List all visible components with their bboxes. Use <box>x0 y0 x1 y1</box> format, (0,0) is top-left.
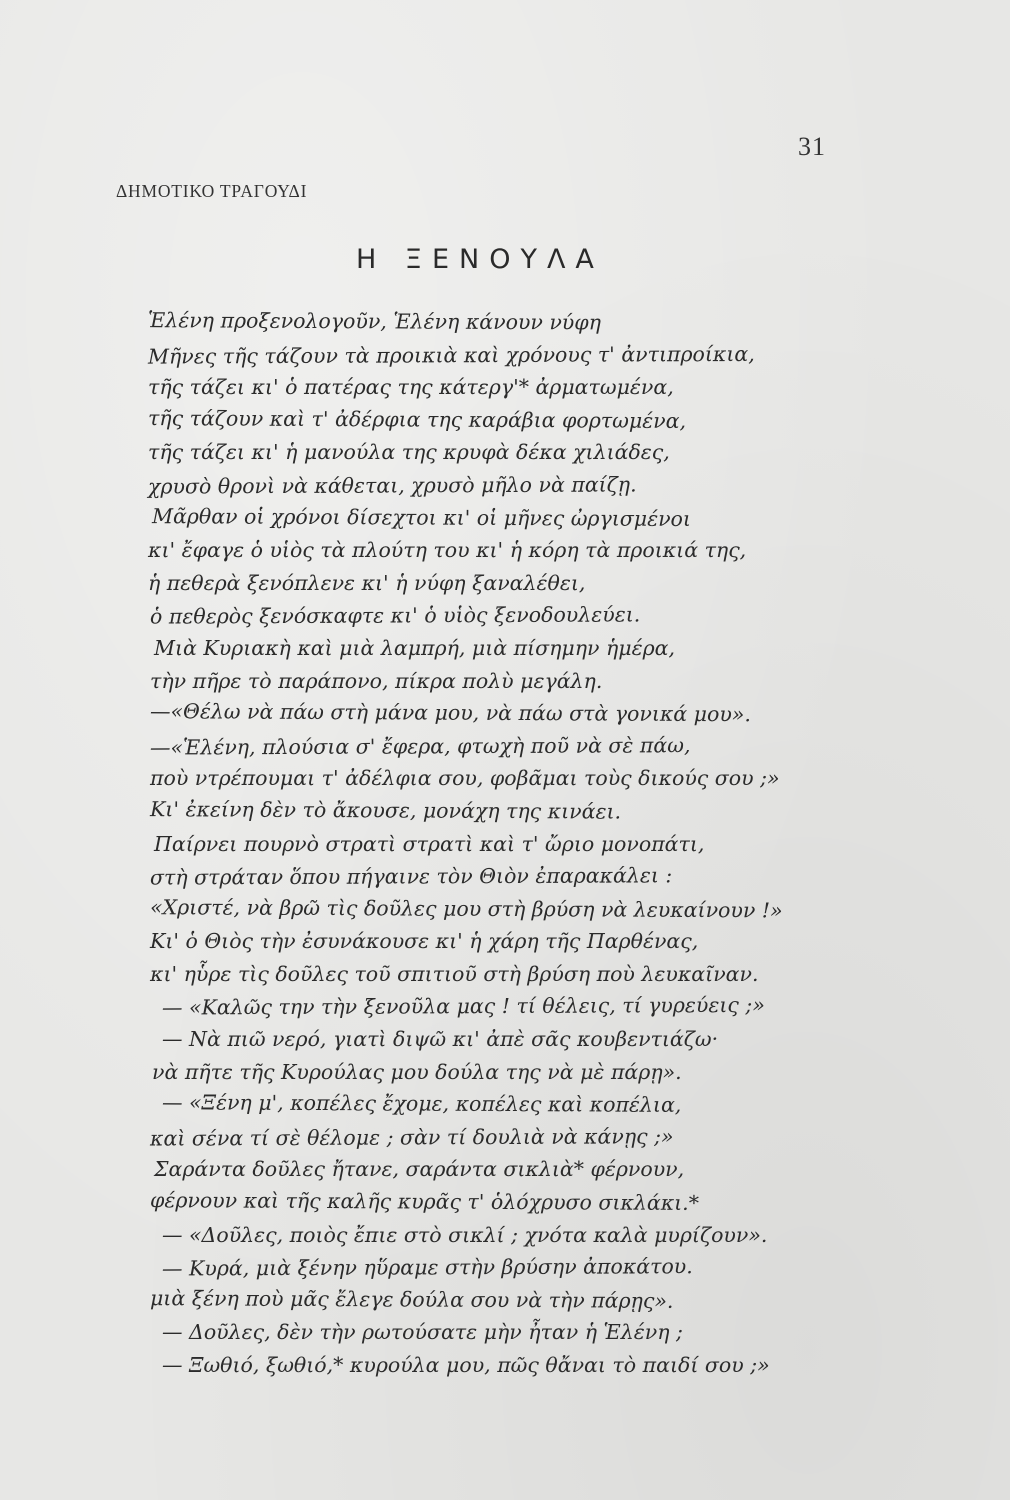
poem-line: Κι' ὁ Θιὸς τὴν ἐσυνάκουσε κι' ἡ χάρη τῆς Παρθένας, <box>150 929 699 954</box>
poem-line: τὴν πῆρε τὸ παράπονο, πίκρα πολὺ μεγάλη. <box>150 668 603 693</box>
poem-title: Η ΞΕΝΟΥΛΑ <box>356 244 604 275</box>
poem-line: στὴ στράταν ὅπου πήγαινε τὸν Θιὸν ἐπαρακάλει : <box>149 863 673 890</box>
poem-line: Μᾶρθαν οἱ χρόνοι δίσεχτοι κι' οἱ μῆνες ὠργισμένοι <box>151 503 692 531</box>
poem-line: τῆς τάζουν καὶ τ' ἀδέρφια της καράβια φορτωμένα, <box>147 405 687 433</box>
poem-text <box>148 306 868 1382</box>
poem-line: — «Ξένη μ', κοπέλες ἔχομε, κοπέλες καὶ κοπέλια, <box>161 1090 682 1118</box>
poem-line: καὶ σένα τί σὲ θέλομε ; σὰν τί δουλιὰ νὰ κάνῃς ;» <box>149 1124 674 1151</box>
poem-line: «Χριστέ, νὰ βρῶ τὶς δοῦλες μου στὴ βρύση νὰ λευκαίνουν !» <box>149 894 783 923</box>
page-number: 31 <box>798 132 826 161</box>
poem-line: — «Δοῦλες, ποιὸς ἔπιε στὸ σικλί ; χνότα καλὰ μυρίζουν». <box>162 1222 768 1247</box>
poem-line: ποὺ ντρέπουμαι τ' ἀδέλφια σου, φοβᾶμαι τοὺς δικούς σου ;» <box>150 766 780 791</box>
poem-line: νὰ πῆτε τῆς Κυρούλας μου δούλα της νὰ μὲ πάρῃ». <box>152 1059 682 1084</box>
poem-line: ἡ πεθερὰ ξενόπλενε κι' ἡ νύφη ξαναλέθει, <box>148 570 586 595</box>
poem-line: — «Καλῶς την τὴν ξενοῦλα μας ! τί θέλεις, τί γυρεύεις ;» <box>161 993 765 1020</box>
poem-line: φέρνουν καὶ τῆς καλῆς κυρᾶς τ' ὁλόχρυσο σικλάκι.* <box>149 1188 700 1216</box>
poem-line: κι' ἔφαγε ὁ υἱὸς τὰ πλούτη του κι' ἡ κόρη τὰ προικιά της, <box>148 538 747 563</box>
poem-line: Μιὰ Κυριακὴ καὶ μιὰ λαμπρή, μιὰ πίσημην ἡμέρα, <box>154 635 676 660</box>
poem-line: Ἑλένη προξενολογοῦν, Ἑλένη κάνουν νύφη <box>147 308 602 335</box>
poem-line: — Κυρά, μιὰ ξένην ηὕραμε στὴν βρύσην ἀποκάτου. <box>161 1254 693 1281</box>
poem-line: χρυσὸ θρονὶ νὰ κάθεται, χρυσὸ μῆλο νὰ παίζῃ. <box>147 472 637 499</box>
poem-line: τῆς τάζει κι' ὁ πατέρας της κάτεργ'* ἀρματωμένα, <box>148 375 674 400</box>
poem-line: Κι' ἐκείνη δὲν τὸ ἄκουσε, μονάχη της κινάει. <box>149 797 622 824</box>
poem-line: ὁ πεθερὸς ξενόσκαφτε κι' ὁ υἱὸς ξενοδουλεύει. <box>149 602 641 629</box>
poem-line: —«Θέλω νὰ πάω στὴ μάνα μου, νὰ πάω στὰ γονικά μου». <box>149 699 751 727</box>
poem-line: μιὰ ξένη ποὺ μᾶς ἔλεγε δούλα σου νὰ τὴν πάρῃς». <box>149 1285 674 1313</box>
running-head: ΔΗΜΟΤΙΚΟ ΤΡΑΓΟΥΔΙ <box>116 181 308 201</box>
poem-line: — Δοῦλες, δὲν τὴν ρωτούσατε μὴν ἦταν ἡ Ἑλένη ; <box>162 1320 683 1345</box>
poem-line: — Νὰ πιῶ νερό, γιατὶ διψῶ κι' ἀπὲ σᾶς κουβεντιάζω· <box>162 1027 719 1052</box>
poem-line: —«Ἑλένη, πλούσια σ' ἔφερα, φτωχὴ ποῦ νὰ σὲ πάω, <box>149 732 691 760</box>
poem-line: Παίρνει πουρνὸ στρατὶ στρατὶ καὶ τ' ὤριο μονοπάτι, <box>154 831 705 856</box>
poem-line: Σαράντα δοῦλες ἤτανε, σαράντα σικλιὰ* φέρνουν, <box>154 1157 685 1182</box>
poem-line: κι' ηὗρε τὶς δοῦλες τοῦ σπιτιοῦ στὴ βρύση ποὺ λευκαῖναν. <box>150 961 759 986</box>
poem-line: — Ξωθιό, ξωθιό,* κυρούλα μου, πῶς θἄναι τὸ παιδί σου ;» <box>162 1353 770 1377</box>
poem-line: Μῆνες τῆς τάζουν τὰ προικιὰ καὶ χρόνους τ' ἀντιπροίκια, <box>147 341 755 369</box>
poem-line: τῆς τάζει κι' ἡ μανούλα της κρυφὰ δέκα χιλιάδες, <box>148 440 670 465</box>
